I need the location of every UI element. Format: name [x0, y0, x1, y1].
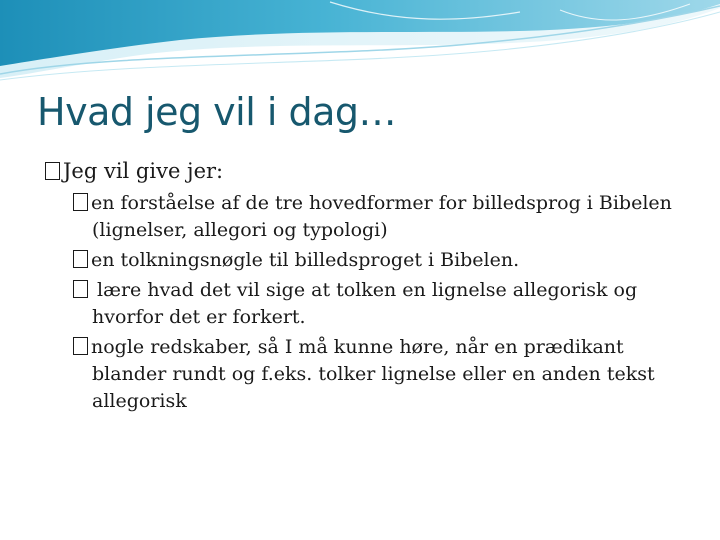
bullet-box-icon	[45, 162, 60, 180]
level1-bullet-item	[45, 157, 695, 185]
bullet-box-icon	[73, 280, 88, 298]
slide-content	[45, 157, 695, 418]
level1-text: Jeg vil give jer:	[63, 159, 224, 183]
list-item-text: nogle redskaber, så I må kunne høre, når en prædikant blander rundt og f.eks. tolker lignelse eller en anden tekst allegorisk	[91, 336, 655, 412]
slide-title: Hvad jeg vil i dag…	[37, 90, 397, 134]
bullet-box-icon	[73, 250, 88, 268]
list-item	[45, 277, 695, 331]
list-item-text: en tolkningsnøgle til billedsproget i Bibelen.	[91, 249, 520, 271]
header-wave-decoration	[0, 0, 720, 90]
bullet-box-icon	[73, 337, 88, 355]
list-item-text: lære hvad det vil sige at tolken en lignelse allegorisk og hvorfor det er forkert.	[91, 279, 638, 328]
list-item	[45, 247, 695, 274]
bullet-box-icon	[73, 193, 88, 211]
list-item-text: en forståelse af de tre hovedformer for billedsprog i Bibelen (lignelser, allegori og typologi)	[91, 192, 672, 241]
list-item	[45, 334, 695, 415]
list-item	[45, 190, 695, 244]
